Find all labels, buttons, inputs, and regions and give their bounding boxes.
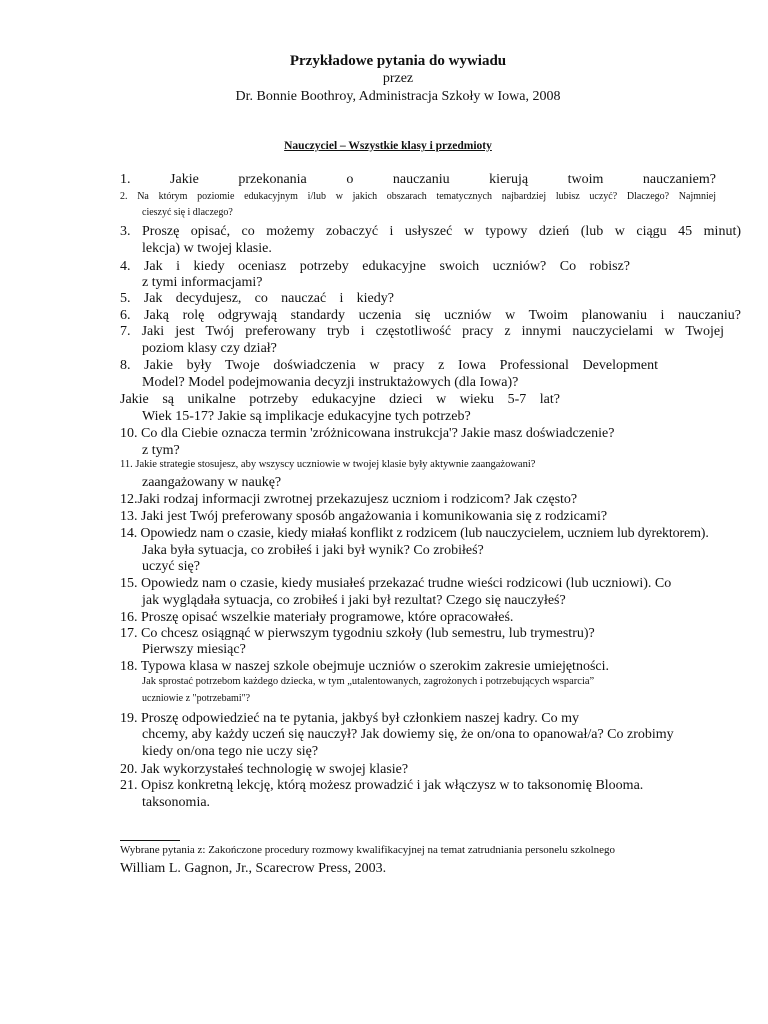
question-line: 8. Jakie były Twoje doświadczenia w pracy z Iowa Professional Development	[120, 358, 658, 373]
footnote-source: Wybrane pytania z: Zakończone procedury rozmowy kwalifikacyjnej na temat zatrudniania personelu szkolnego	[120, 844, 616, 856]
question-line: 18. Typowa klasa w naszej szkole obejmuje uczniów o szerokim zakresie umiejętności.	[120, 659, 610, 674]
question-line: 5. Jak decydujesz, co nauczać i kiedy?	[120, 291, 394, 306]
document-title: Przykładowe pytania do wywiadu	[289, 53, 507, 69]
question-line: 6. Jaką rolę odgrywają standardy uczenia się uczniów w Twoim planowaniu i nauczaniu?	[120, 308, 741, 323]
question-line: Jakie są unikalne potrzeby edukacyjne dzieci w wieku 5-7 lat?	[120, 392, 560, 407]
byline-by: przez	[382, 71, 414, 86]
question-line: 13. Jaki jest Twój preferowany sposób angażowania i komunikowania się z rodzicami?	[120, 509, 608, 524]
question-line: 12.Jaki rodzaj informacji zwrotnej przekazujesz uczniom i rodzicom? Jak często?	[120, 492, 578, 507]
question-line: 16. Proszę opisać wszelkie materiały programowe, które opracowałeś.	[120, 610, 514, 625]
question-line: 10. Co dla Ciebie oznacza termin 'zróżnicowana instrukcja'? Jakie masz doświadczenie?	[120, 426, 615, 441]
question-line: jak wyglądała sytuacja, co zrobiłeś i jaki był rezultat? Czego się nauczyłeś?	[142, 593, 566, 608]
question-line: lekcja) w twojej klasie.	[142, 241, 272, 256]
question-line: uczniowie z "potrzebami"?	[142, 693, 251, 704]
question-line: 7. Jaki jest Twój preferowany tryb i częstotliwość pracy z innymi nauczycielami w Twojej	[120, 324, 724, 339]
question-line: 15. Opowiedz nam o czasie, kiedy musiałeś przekazać trudne wieści rodzicowi (lub uczniowi). Co	[120, 576, 672, 591]
question-line: Wiek 15-17? Jakie są implikacje edukacyjne tych potrzeb?	[142, 409, 471, 424]
question-line: Jaka była sytuacja, co zrobiłeś i jaki był wynik? Co zrobiłeś?	[142, 543, 484, 558]
question-line: 20. Jak wykorzystałeś technologię w swojej klasie?	[120, 762, 409, 777]
question-line: 4. Jak i kiedy oceniasz potrzeby edukacyjne swoich uczniów? Co robisz?	[120, 259, 630, 274]
question-line: zaangażowany w naukę?	[142, 475, 282, 490]
footnote-publisher: William L. Gagnon, Jr., Scarecrow Press, 2003.	[120, 861, 387, 876]
question-line: 1. Jakie przekonania o nauczaniu kierują twoim nauczaniem?	[120, 172, 716, 187]
question-line: 2. Na którym poziomie edukacyjnym i/lub w jakich obszarach tematycznych najbardziej lubisz uczyć? Dlaczego? Najmniej	[120, 191, 716, 202]
question-line: kiedy on/ona tego nie uczy się?	[142, 744, 319, 759]
question-line: z tymi informacjami?	[142, 275, 263, 290]
question-line: 19. Proszę odpowiedzieć na te pytania, jakbyś był członkiem naszej kadry. Co my	[120, 711, 580, 726]
question-line: 3. Proszę opisać, co możemy zobaczyć i usłyszeć w typowy dzień (lub w ciągu 45 minut)	[120, 224, 741, 239]
section-heading	[0, 140, 768, 152]
question-line: 17. Co chcesz osiągnąć w pierwszym tygodniu szkoły (lub semestru, lub trymestru)?	[120, 626, 595, 641]
question-line: uczyć się?	[142, 559, 200, 574]
question-line: taksonomia.	[142, 795, 211, 810]
section-heading-text: Nauczyciel – Wszystkie klasy i przedmioty	[284, 140, 492, 152]
byline-author: Dr. Bonnie Boothroy, Administracja Szkoły w Iowa, 2008	[235, 89, 561, 104]
question-line: Model? Model podejmowania decyzji instruktażowych (dla Iowa)?	[142, 375, 519, 390]
question-line: z tym?	[142, 443, 180, 458]
question-line: chcemy, aby każdy uczeń się nauczył? Jak dowiemy się, że on/ona to opanował/a? Co zrobimy	[142, 727, 674, 742]
question-line: 11. Jakie strategie stosujesz, aby wszyscy uczniowie w twojej klasie były aktywnie zaangażowani?	[120, 459, 536, 470]
question-line: Jak sprostać potrzebom każdego dziecka, w tym „utalentowanych, zagrożonych i potrzebujących wsparcia”	[142, 676, 595, 687]
question-line: poziom klasy czy dział?	[142, 341, 277, 356]
question-line: cieszyć się i dlaczego?	[142, 207, 233, 218]
question-line: Pierwszy miesiąc?	[142, 642, 246, 657]
question-line: 14. Opowiedz nam o czasie, kiedy miałaś konflikt z rodzicem (lub nauczycielem, uczniem lub dyrektorem).	[120, 526, 709, 541]
question-line: 21. Opisz konkretną lekcję, którą możesz prowadzić i jak włączysz w to taksonomię Blooma.	[120, 778, 644, 793]
footnote-divider	[120, 840, 180, 841]
